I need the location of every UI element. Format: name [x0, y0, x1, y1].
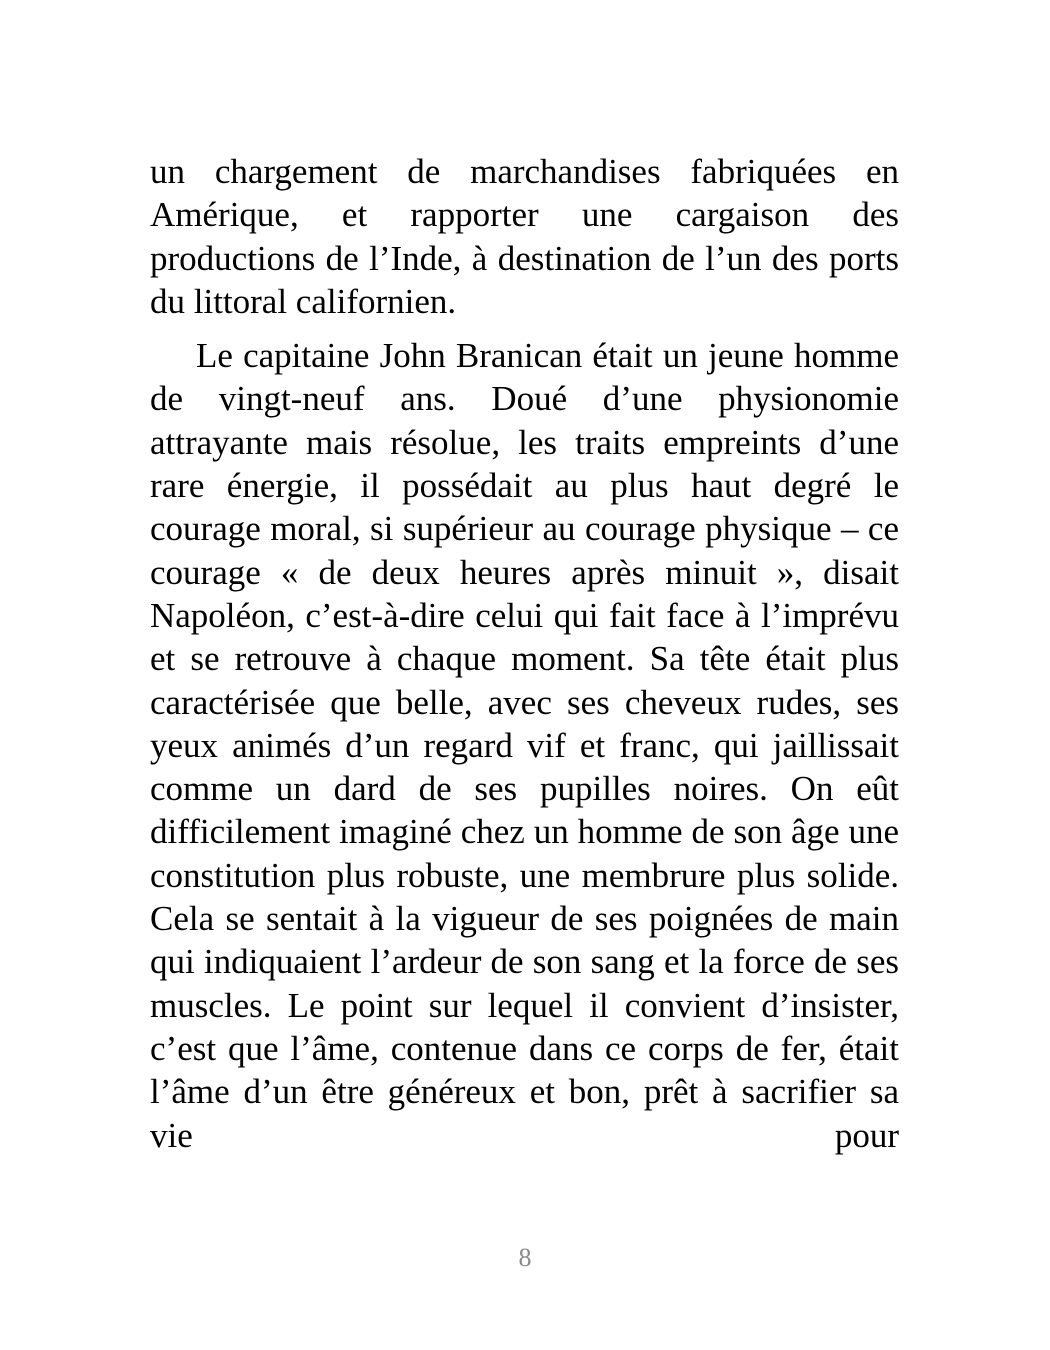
body-text — [150, 150, 899, 1157]
paragraph-continuation: un chargement de marchandises fabriquées en Amérique, et rapporter une cargaison des productions de l’Inde, à destination de l’un des ports du littoral californien. — [150, 152, 899, 321]
paragraph-captain-description: Le capitaine John Branican était un jeune homme de vingt-neuf ans. Doué d’une physionomie attrayante mais résolue, les traits empreints d’une rare énergie, il possédait au plus haut degré le courage moral, si supérieur au courage physique – ce courage « de deux heures après minuit », disait Napoléon, c’est-à-dire celui qui fait face à l’imprévu et se retrouve à chaque moment. Sa tête était plus caractérisée que belle, avec ses cheveux rudes, ses yeux animés d’un regard vif et franc, qui jaillissait comme un dard de ses pupilles noires. On eût difficilement imaginé chez un homme de son âge une constitution plus robuste, une membrure plus solide. Cela se sentait à la vigueur de ses poignées de main qui indiquaient l’ardeur de son sang et la force de ses muscles. Le point sur lequel il convient d’insister, c’est que l’âme, contenue dans ce corps de fer, était l’âme d’un être généreux et bon, prêt à sacrifier sa vie pour — [150, 336, 899, 1155]
page-number: 8 — [518, 1243, 532, 1272]
